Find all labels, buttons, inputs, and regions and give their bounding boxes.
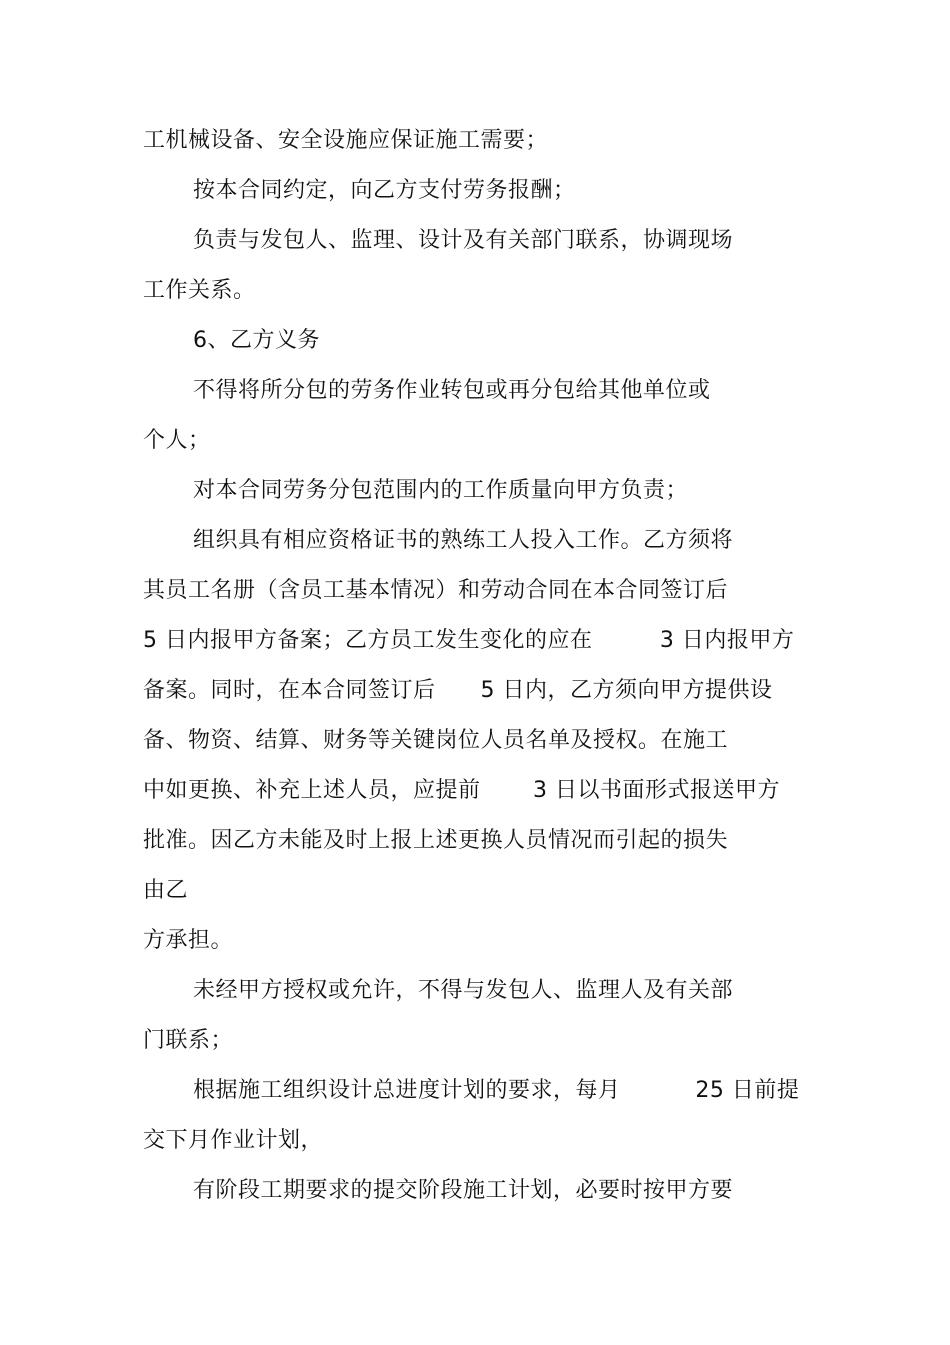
- section-heading: 6、乙方义务: [193, 328, 320, 353]
- text-line: 负责与发包人、监理、设计及有关部门联系，协调现场: [193, 228, 734, 253]
- text-line: 备案。同时，在本合同签订后 5 日内，乙方须向甲方提供设: [143, 678, 773, 703]
- text-line: 方承担。: [143, 928, 234, 953]
- text-line: 对本合同劳务分包范围内的工作质量向甲方负责；: [193, 478, 689, 503]
- text-line: 批准。因乙方未能及时上报上述更换人员情况而引起的损失: [143, 828, 729, 853]
- text-line: 备、物资、结算、财务等关键岗位人员名单及授权。在施工: [143, 728, 729, 753]
- text-line: 个人；: [143, 428, 211, 453]
- text-line: 组织具有相应资格证书的熟练工人投入工作。乙方须将: [193, 528, 734, 553]
- text-line: 由乙: [143, 878, 189, 903]
- text-line: 其员工名册（含员工基本情况）和劳动合同在本合同签订后: [143, 578, 729, 603]
- text-line: 中如更换、补充上述人员，应提前 3 日以书面形式报送甲方: [143, 778, 780, 803]
- text-line: 门联系；: [143, 1028, 234, 1053]
- text-line: 未经甲方授权或允许，不得与发包人、监理人及有关部: [193, 978, 734, 1003]
- text-line: 工作关系。: [143, 278, 256, 303]
- text-line: 工机械设备、安全设施应保证施工需要；: [143, 128, 549, 153]
- text-line: 不得将所分包的劳务作业转包或再分包给其他单位或: [193, 378, 711, 403]
- text-line: 根据施工组织设计总进度计划的要求，每月 25 日前提: [193, 1078, 800, 1103]
- text-line: 按本合同约定，向乙方支付劳务报酬；: [193, 178, 576, 203]
- text-line: 交下月作业计划，: [143, 1128, 324, 1153]
- text-line: 5 日内报甲方备案；乙方员工发生变化的应在 3 日内报甲方: [143, 628, 795, 653]
- text-line: 有阶段工期要求的提交阶段施工计划，必要时按甲方要: [193, 1178, 734, 1203]
